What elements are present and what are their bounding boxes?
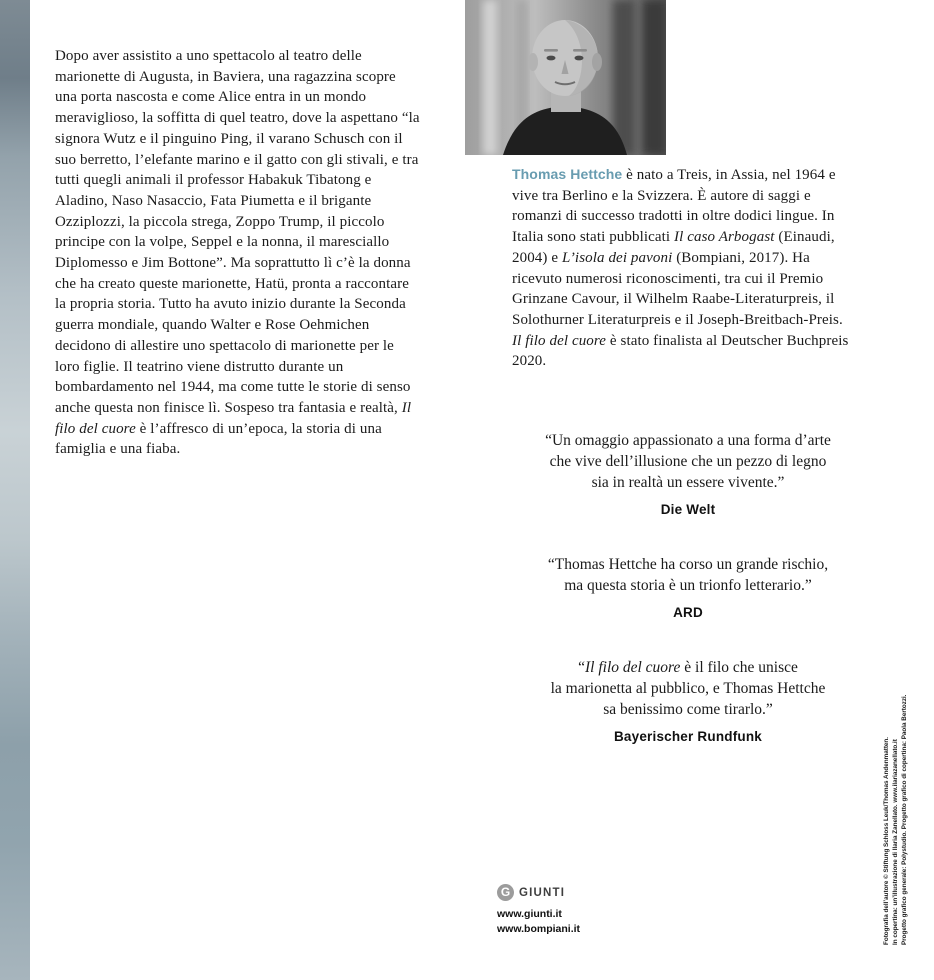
bio-text: è stato finalista al Deutscher Buchpreis 2020. (512, 332, 849, 370)
bio-text: (Einaudi, 2004) e (512, 229, 835, 266)
press-quotes (468, 430, 908, 781)
publisher-urls (497, 907, 580, 937)
author-portrait-illustration (465, 0, 666, 155)
bio-book-title-arbogast: Il caso Arbogast (674, 229, 775, 246)
quote-source: Die Welt (660, 502, 716, 517)
publisher-name: GIUNTI (519, 886, 566, 899)
quote-line-rest: è il filo che unisce (680, 659, 798, 676)
publisher-block (497, 884, 580, 937)
quote-die-welt (468, 430, 908, 520)
description-text-end: è l’affresco di un’epoca, la storia di una famiglia e una fiaba. (55, 420, 382, 458)
book-description (55, 46, 421, 460)
quote-book-title-italic: Il filo del cuore (584, 659, 681, 676)
cover-art-spine-strip (0, 0, 30, 980)
quote-line: sa benissimo come tirarlo.” (603, 701, 773, 718)
credit-line-cover-illustration: In copertina: un’illustrazione di Ilaria Zanellato. www.ilariazanellato.it (892, 739, 899, 945)
bio-text: è nato a Treis, in Assia, nel 1964 e vive tra Berlino e la Svizzera. È autore di saggi e romanzi di successo tradotti in oltre dodici lingue. In Italia sono stati pubblicati (512, 167, 836, 246)
author-bio (512, 164, 854, 372)
bio-text: (Bompiani, 2017). Ha ricevuto numerosi riconoscimenti, tra cui il Premio Grinzane Cavour, il Wilhelm Raabe-Literaturpreis, il Solothurner Literaturpreis e il Joseph-Breitbach-Preis. (512, 249, 843, 328)
author-name: Thomas Hettche (512, 166, 623, 182)
publisher-url-bompiani: www.bompiani.it (497, 923, 581, 935)
book-title-italic: Il filo del cuore (55, 399, 412, 437)
quote-line: che vive dell’illusione che un pezzo di legno (549, 453, 827, 470)
jacket-credits (882, 627, 909, 945)
publisher-logo (497, 884, 580, 901)
quote-line: sia in realtà un essere vivente.” (591, 474, 785, 491)
quote-line: ma questa storia è un trionfo letterario.” (564, 577, 812, 594)
credit-line-graphic-design: Progetto grafico generale: Polystudio. Progetto grafico di copertina: Paola Bertozzi. (901, 694, 908, 945)
credit-line-photo: Fotografia dell’autore © Stiftung Schloss Leuk/Thomas Andenmatten. (883, 736, 890, 945)
quote-source: ARD (673, 605, 703, 620)
bio-book-title-filo: Il filo del cuore (512, 332, 607, 349)
quote-bayerischer-rundfunk (468, 657, 908, 747)
quote-line: “Thomas Hettche ha corso un grande rischio, (547, 556, 829, 573)
quote-open-mark: “ (578, 659, 585, 676)
quote-source: Bayerischer Rundfunk (613, 729, 763, 744)
bio-book-title-pavoni: L’isola dei pavoni (561, 249, 673, 266)
quote-ard (468, 554, 908, 623)
description-text: Dopo aver assistito a uno spettacolo al teatro delle marionette di Augusta, in Baviera, una ragazzina scopre una porta nascosta e come Alice entra in un mondo meraviglioso, la soffitta di quel teatro, dove la aspettano “la signora Wutz e il pinguino Ping, il varano Schusch con il suo berretto, l’elefante marino e il gatto con gli stivali, e tra tutti quegli animali il professor Habakuk Tibatong e Aladino, Naso Nasaccio, Fata Piumetta e il brigante Ozziplozzi, la piccola strega, Zoppo Trump, il piccolo principe con la volpe, Seppel e la nonna, il maresciallo Diplomesso e Jim Bottone”. Ma soprattutto lì c’è la donna che ha creato queste marionette, Hatü, pronta a raccontare la propria storia. Tutto ha avuto inizio durante la Seconda guerra mondiale, quando Walter e Rose Oehmichen decidono di allestire uno spettacolo di marionette per le loro figlie. Il teatrino viene distrutto durante un bombardamento nel 1944, ma come tutte le storie di senso anche questa non finisce lì. Sospeso tra fantasia e realtà, (55, 48, 420, 416)
quote-line: “Un omaggio appassionato a una forma d’arte (545, 432, 831, 449)
giunti-logo-icon: G (497, 884, 514, 901)
quote-line: la marionetta al pubblico, e Thomas Hettche (550, 680, 826, 697)
author-photo (465, 0, 666, 155)
publisher-url-giunti: www.giunti.it (497, 908, 562, 920)
quote-line (468, 657, 908, 678)
